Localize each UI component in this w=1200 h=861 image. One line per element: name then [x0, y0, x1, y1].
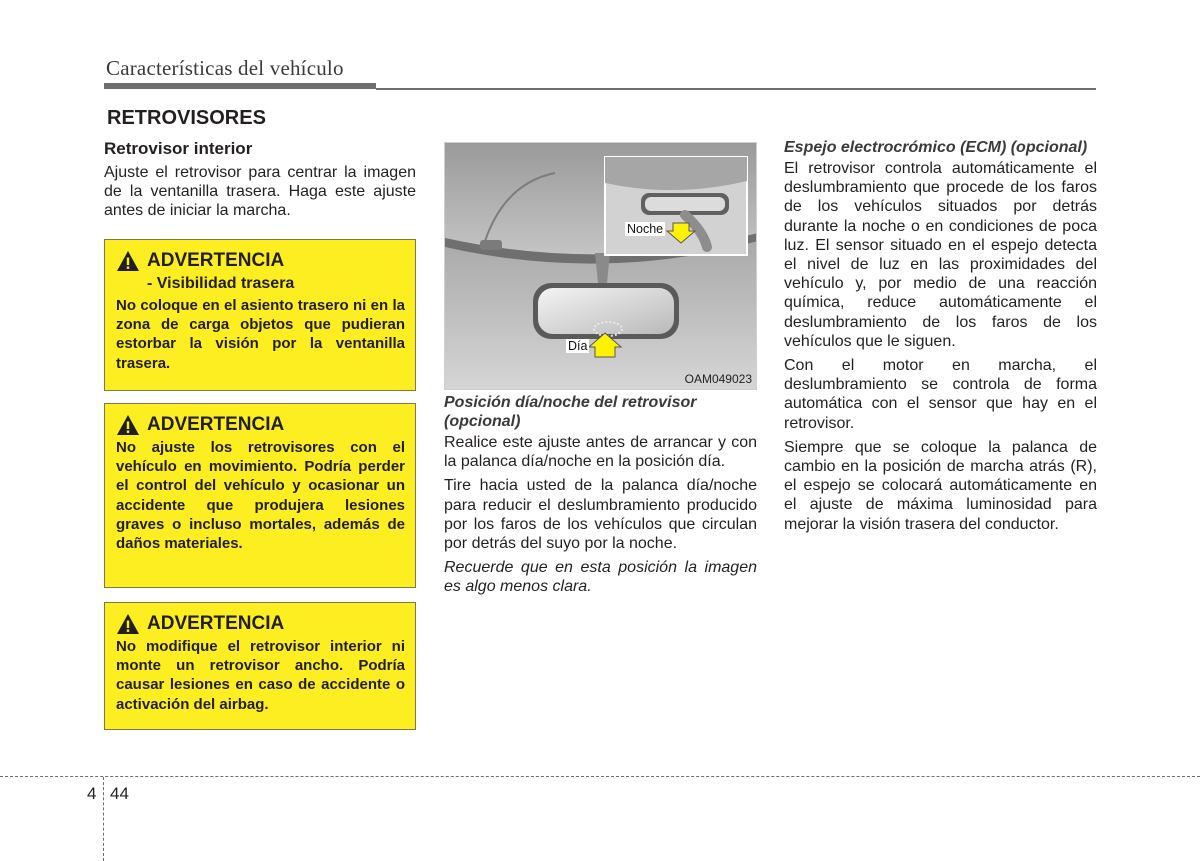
warning-box-adjust-moving [104, 403, 416, 588]
header-rule-thick [104, 83, 376, 89]
warning-triangle-icon [116, 613, 140, 635]
page-number: 44 [110, 784, 129, 803]
chapter-title: Características del vehículo [106, 56, 344, 80]
footer-vertical-rule [103, 777, 104, 861]
footer-rule [0, 776, 1200, 777]
warning-box-modify-mirror [104, 602, 416, 730]
day-label: Día [568, 339, 588, 353]
warning-text: No modifique el retrovisor interior ni monte un retrovisor ancho. Podría causar lesiones en caso de accidente o activación del airbag. [116, 638, 405, 713]
paragraph: Con el motor en marcha, el deslumbramiento se controla de forma automática con el sensor que hay en el retrovisor. [784, 357, 1097, 432]
column-middle [444, 393, 757, 602]
figure-code: OAM049023 [684, 372, 752, 386]
subsection-heading: Espejo electrocrómico (ECM) (opcional) [784, 139, 1088, 156]
column-left [104, 138, 416, 226]
chapter-number: 4 [87, 784, 97, 803]
paragraph: El retrovisor controla automáticamente el deslumbramiento que procede de los faros de los vehículos situados por detrás durante la noche o en condiciones de poca luz. El sensor situado en el espejo detecta el nivel de luz en las proximidades del vehículo y, por medio de una reacción química, reduce automáticamente el deslumbramiento de los faros de los vehículos que le siguen. [784, 160, 1097, 350]
column-right [784, 138, 1097, 539]
note-paragraph: Recuerde que en esta posición la imagen es algo menos clara. [444, 559, 757, 596]
warning-title: ADVERTENCIA [147, 613, 285, 634]
night-label: Noche [627, 222, 664, 236]
warning-text: No coloque en el asiento trasero ni en la zona de carga objetos que pudieran estorbar la visión por la ventanilla trasera. [116, 297, 405, 372]
paragraph: Realice este ajuste antes de arrancar y con la palanca día/noche en la posición día. [444, 434, 757, 471]
intro-paragraph: Ajuste el retrovisor para centrar la imagen de la ventanilla trasera. Haga este ajuste antes de iniciar la marcha. [104, 164, 416, 220]
warning-box-rear-visibility [104, 239, 416, 391]
warning-header [116, 613, 405, 635]
warning-header [116, 414, 405, 436]
paragraph: Siempre que se coloque la palanca de cambio en la posición de marcha atrás (R), el espejo se colocará automáticamente en el ajuste de máxima luminosidad para mejorar la visión trasera del conductor. [784, 438, 1097, 533]
header-rule-thin [376, 88, 1096, 90]
subsection-heading: Posición día/noche del retrovisor (opcional) [444, 394, 697, 430]
rearview-mirror-illustration [444, 142, 757, 390]
warning-title: ADVERTENCIA [147, 414, 285, 435]
section-title: RETROVISORES [107, 107, 266, 129]
warning-subtitle: - Visibilidad trasera [147, 275, 295, 292]
warning-header [116, 250, 405, 272]
warning-title: ADVERTENCIA [147, 250, 285, 271]
mirror-drawing [445, 143, 757, 390]
warning-triangle-icon [116, 414, 140, 436]
paragraph: Tire hacia usted de la palanca día/noche para reducir el deslumbramiento producido por los faros de los vehículos que circulan por detrás del suyo por la noche. [444, 477, 757, 553]
warning-triangle-icon [116, 250, 140, 272]
subsection-heading: Retrovisor interior [104, 139, 253, 158]
warning-text: No ajuste los retrovisores con el vehículo en movimiento. Podría perder el control del vehículo y ocasionar un accidente que produjera lesiones graves o incluso mortales, además de daños materiales. [116, 439, 405, 553]
